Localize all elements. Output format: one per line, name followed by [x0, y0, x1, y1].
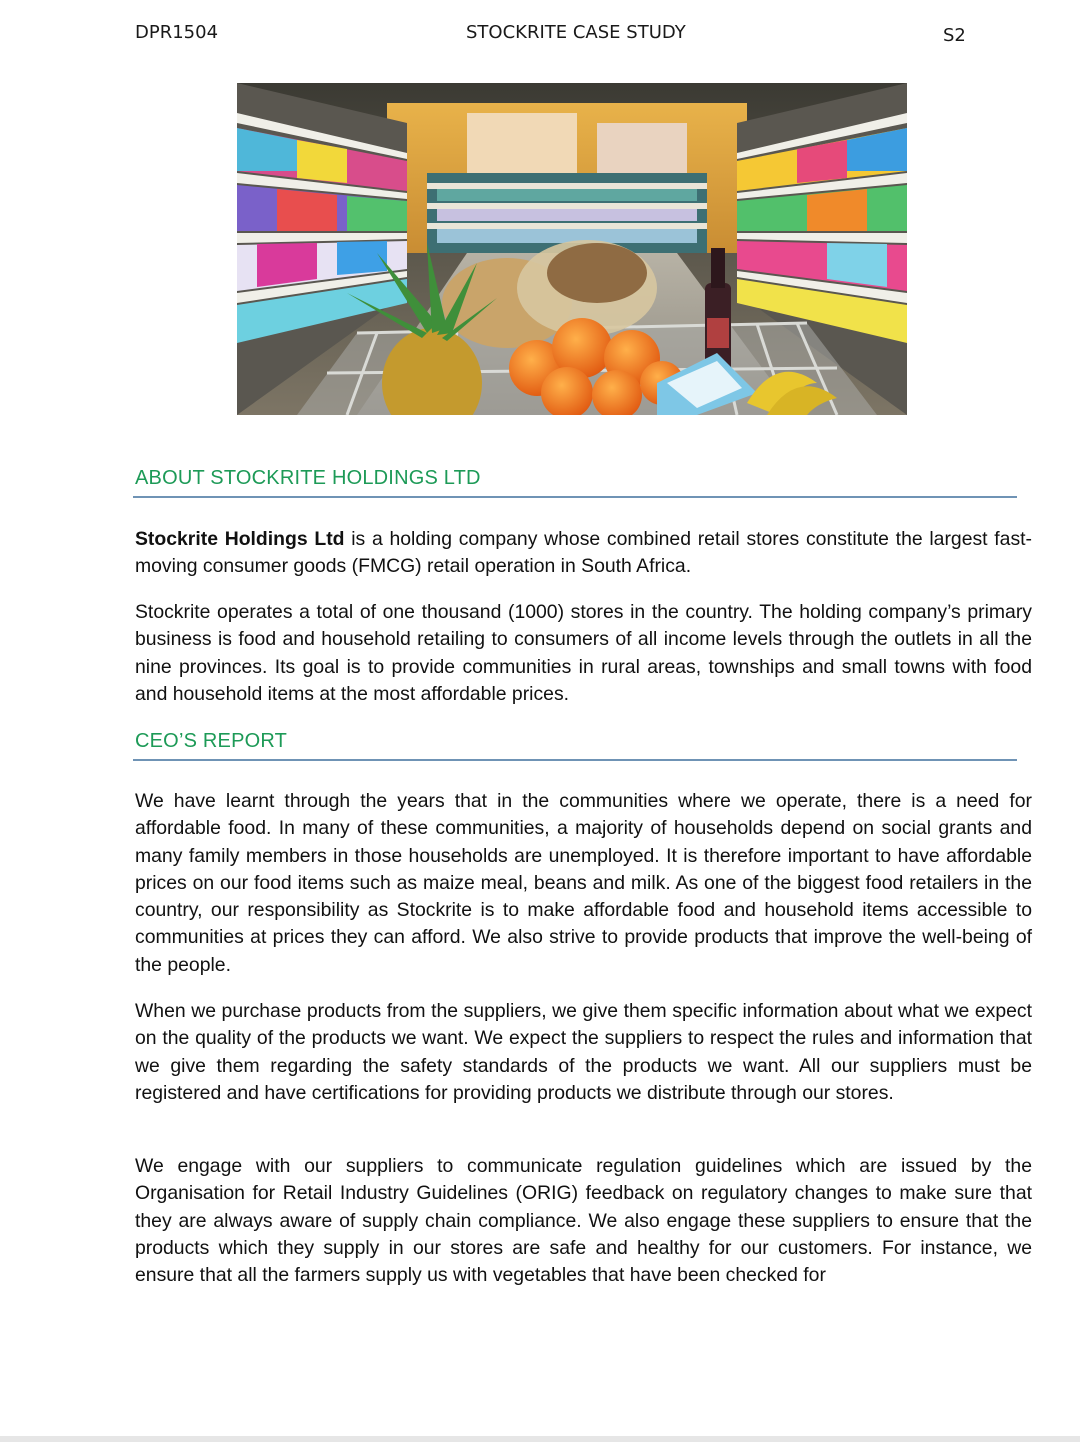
- supermarket-photo: [237, 83, 907, 415]
- company-name: Stockrite Holdings Ltd: [135, 528, 345, 550]
- ceo-paragraph-2: When we purchase products from the suppliers, we give them specific information about what we expect on the quality of the products we want. We expect the suppliers to respect the rules and information that we give them regarding the safety standards of the products we want. All our suppliers must be registered and have certifications for providing products we distribute through our stores.: [135, 1000, 1032, 1104]
- ceo-paragraph-3: We engage with our suppliers to communicate regulation guidelines which are issued by the Organisation for Retail Industry Guidelines (ORIG) feedback on regulatory changes to make sure that they are always aware of supply chain compliance. We also engage these suppliers to ensure that the products which they supply in our stores are safe and healthy for our customers. For instance, we ensure that all the farmers supply us with vegetables that have been checked for: [135, 1155, 1032, 1287]
- about-paragraph-1: [135, 526, 1032, 581]
- page-bottom-edge: [0, 1436, 1080, 1442]
- course-code: DPR1504: [135, 22, 219, 43]
- document-title: STOCKRITE CASE STUDY: [466, 22, 686, 43]
- page-header: [0, 22, 1080, 52]
- section-divider: [133, 496, 1017, 498]
- ceo-paragraph-1: We have learnt through the years that in the communities where we operate, there is a need for affordable food. In many of these communities, a majority of households depend on social grants and many family members in those households are unemployed. It is therefore important to have affordable prices on our food items such as maize meal, beans and milk. As one of the biggest food retailers in the country, our responsibility as Stockrite is to make affordable food and household items accessible to communities at prices they can afford. We also strive to provide products that improve the well-being of the people.: [135, 790, 1032, 976]
- section-divider: [133, 759, 1017, 761]
- section-heading-ceo: CEO’S REPORT: [135, 730, 288, 752]
- page-number: S2: [943, 25, 966, 46]
- about-paragraph-2: Stockrite operates a total of one thousand (1000) stores in the country. The holding company’s primary business is food and household retailing to consumers of all income levels through the outlets in all the nine provinces. Its goal is to provide communities in rural areas, townships and small towns with food and household items at the most affordable prices.: [135, 601, 1032, 705]
- section-heading-about: ABOUT STOCKRITE HOLDINGS LTD: [135, 467, 481, 489]
- about-paragraph-1-text: is a holding company whose combined retail stores constitute the largest fast-moving consumer goods (FMCG) retail operation in South Africa.: [135, 528, 1032, 578]
